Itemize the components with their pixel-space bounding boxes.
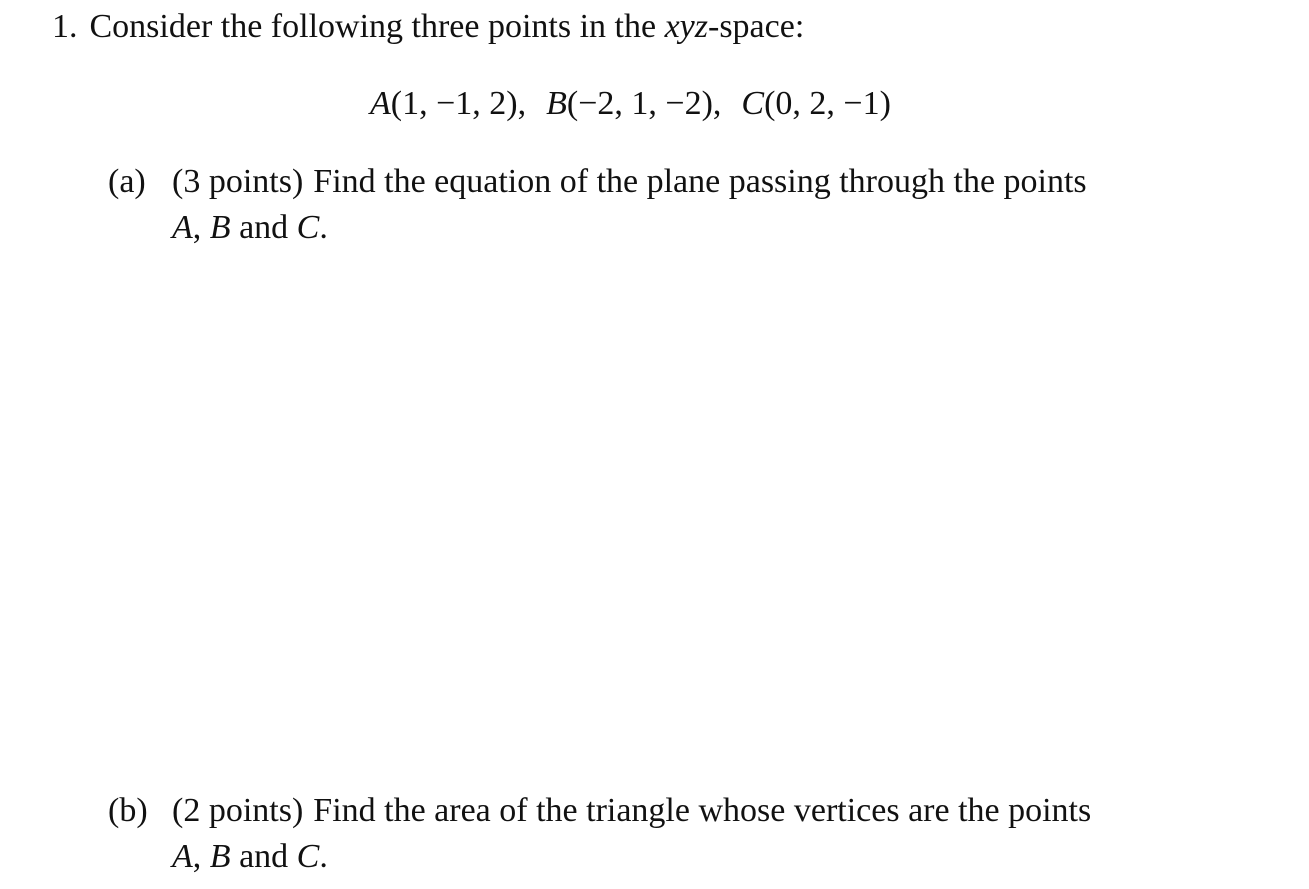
part-b (108, 788, 1091, 880)
vertex-c: C (296, 838, 320, 875)
period: . (319, 838, 328, 875)
point-a-label: A (370, 85, 391, 122)
vertex-b: B (209, 209, 231, 246)
vertex-b: B (209, 838, 231, 875)
part-a-label: (a) (108, 163, 146, 200)
part-b-question: Find the area of the triangle whose vertices are the points (313, 792, 1092, 829)
part-a-question: Find the equation of the plane passing through the points (313, 163, 1087, 200)
part-b-label: (b) (108, 792, 148, 829)
point-b (546, 81, 721, 127)
point-c (741, 81, 891, 127)
problem-number: 1. (52, 8, 78, 45)
part-a-line1 (108, 159, 1087, 205)
period: . (319, 209, 328, 246)
intro-text: Consider the following three points in the (89, 8, 665, 45)
vertex-a: A (172, 209, 193, 246)
point-separator: , (517, 85, 527, 122)
point-b-label: B (546, 85, 567, 122)
vertex-c: C (296, 209, 320, 246)
intro-math-variable: xyz (664, 8, 708, 45)
part-b-line1 (108, 788, 1091, 834)
part-a (108, 159, 1087, 251)
point-c-label: C (741, 85, 765, 122)
point-separator: , (712, 85, 722, 122)
and-text: and (230, 838, 297, 875)
part-a-points: (3 points) (172, 163, 304, 200)
comma: , (192, 838, 202, 875)
and-text: and (230, 209, 297, 246)
comma: , (192, 209, 202, 246)
problem-statement (52, 4, 804, 50)
vertex-a: A (172, 838, 193, 875)
part-a-line2 (108, 205, 1087, 251)
intro-text-end: -space: (708, 8, 805, 45)
point-c-coords: (0, 2, −1) (764, 85, 891, 122)
points-list (370, 81, 891, 127)
part-b-line2 (108, 834, 1091, 880)
point-a-coords: (1, −1, 2) (390, 85, 518, 122)
point-b-coords: (−2, 1, −2) (566, 85, 713, 122)
part-b-points: (2 points) (172, 792, 304, 829)
point-a (370, 81, 526, 127)
